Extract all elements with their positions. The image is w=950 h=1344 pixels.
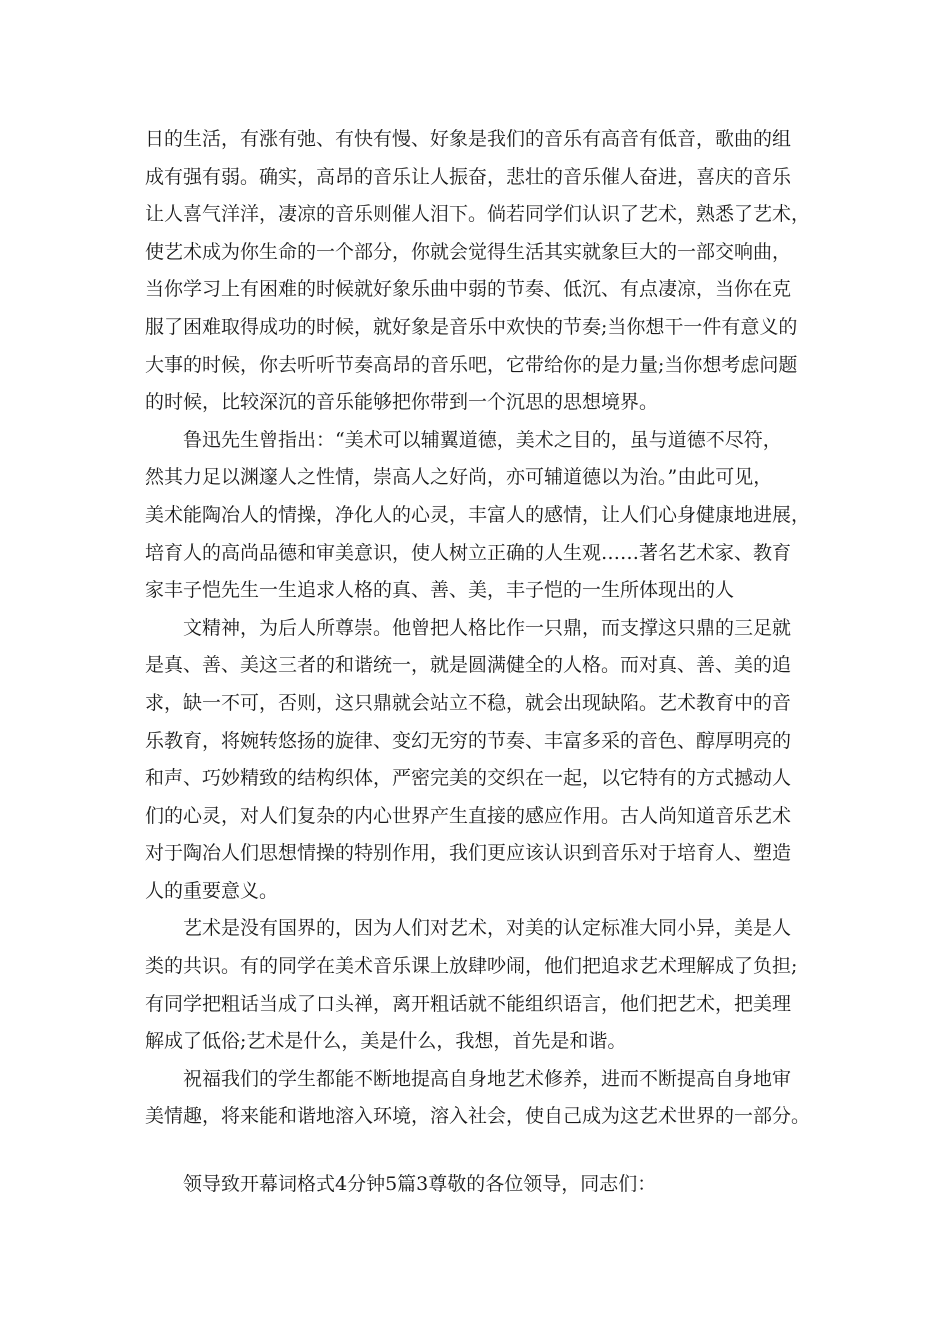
- heading-line: 领导致开幕词格式4分钟5篇3尊敬的各位领导，同志们：: [183, 1173, 657, 1195]
- text-line: 成有强有弱。确实，高昂的音乐让人振奋，悲壮的音乐催人奋进，喜庆的音乐: [145, 165, 792, 188]
- text-line: 人的重要意义。: [145, 879, 279, 902]
- text-line: 服了困难取得成功的时候，就好象是音乐中欢快的节奏;当你想干一件有意义的: [145, 315, 798, 338]
- text-line: 有同学把粗话当成了口头禅，离开粗话就不能组织语言，他们把艺术，把美理: [145, 992, 792, 1015]
- text-line: 是真、善、美这三者的和谐统一，就是圆满健全的人格。而对真、善、美的追: [145, 654, 792, 677]
- paragraph-start-line: 艺术是没有国界的，因为人们对艺术，对美的认定标准大同小异，美是人: [183, 917, 792, 940]
- text-line: 然其力足以渊邃人之性情，崇高人之好尚，亦可辅道德以为治。”由此可见，: [145, 466, 773, 489]
- next-section-heading: [145, 1166, 825, 1204]
- text-line: 解成了低俗;艺术是什么，美是什么，我想，首先是和谐。: [145, 1030, 627, 1053]
- text-line: 乐教育，将婉转悠扬的旋律、变幻无穷的节奏、丰富多采的音色、醇厚明亮的: [145, 729, 792, 752]
- text-line: 当你学习上有困难的时候就好象乐曲中弱的节奏、低沉、有点凄凉，当你在克: [145, 278, 792, 301]
- body-text: [145, 121, 825, 1136]
- text-line: 的时候，比较深沉的音乐能够把你带到一个沉思的思想境界。: [145, 391, 659, 414]
- text-line: 美情趣，将来能和谐地溶入环境，溶入社会，使自己成为这艺术世界的一部分。: [145, 1105, 811, 1128]
- text-line: 让人喜气洋洋，凄凉的音乐则催人泪下。倘若同学们认识了艺术，熟悉了艺术，: [145, 203, 811, 226]
- paragraph-start-line: 祝福我们的学生都能不断地提高自身地艺术修养，进而不断提高自身地审: [183, 1067, 792, 1090]
- text-line: 培育人的高尚品德和审美意识，使人树立正确的人生观……著名艺术家、教育: [145, 541, 792, 564]
- paragraph-start-line: 文精神，为后人所尊崇。他曾把人格比作一只鼎，而支撑这只鼎的三足就: [183, 616, 792, 639]
- text-line: 和声、巧妙精致的结构织体，严密完美的交织在一起，以它特有的方式撼动人: [145, 767, 792, 790]
- text-line: 使艺术成为你生命的一个部分，你就会觉得生活其实就象巨大的一部交响曲，: [145, 240, 792, 263]
- text-line: 求，缺一不可，否则，这只鼎就会站立不稳，就会出现缺陷。艺术教育中的音: [145, 691, 792, 714]
- text-line: 们的心灵，对人们复杂的内心世界产生直接的感应作用。古人尚知道音乐艺术: [145, 804, 792, 827]
- text-line: 美术能陶冶人的情操，净化人的心灵，丰富人的感情，让人们心身健康地进展，: [145, 503, 811, 526]
- text-line: 类的共识。有的同学在美术音乐课上放肆吵闹，他们把追求艺术理解成了负担;: [145, 955, 798, 978]
- text-line: 家丰子恺先生一生追求人格的真、善、美，丰子恺的一生所体现出的人: [145, 579, 735, 602]
- text-line: 大事的时候，你去听听节奏高昂的音乐吧，它带给你的是力量;当你想考虑问题: [145, 353, 798, 376]
- text-line: 日的生活，有涨有弛、有快有慢、好象是我们的音乐有高音有低音，歌曲的组: [145, 128, 792, 150]
- text-line: 对于陶冶人们思想情操的特别作用，我们更应该认识到音乐对于培育人、塑造: [145, 842, 792, 865]
- paragraph-start-line: 鲁迅先生曾指出：“美术可以辅翼道德，美术之目的，虽与道德不尽符，: [183, 428, 782, 451]
